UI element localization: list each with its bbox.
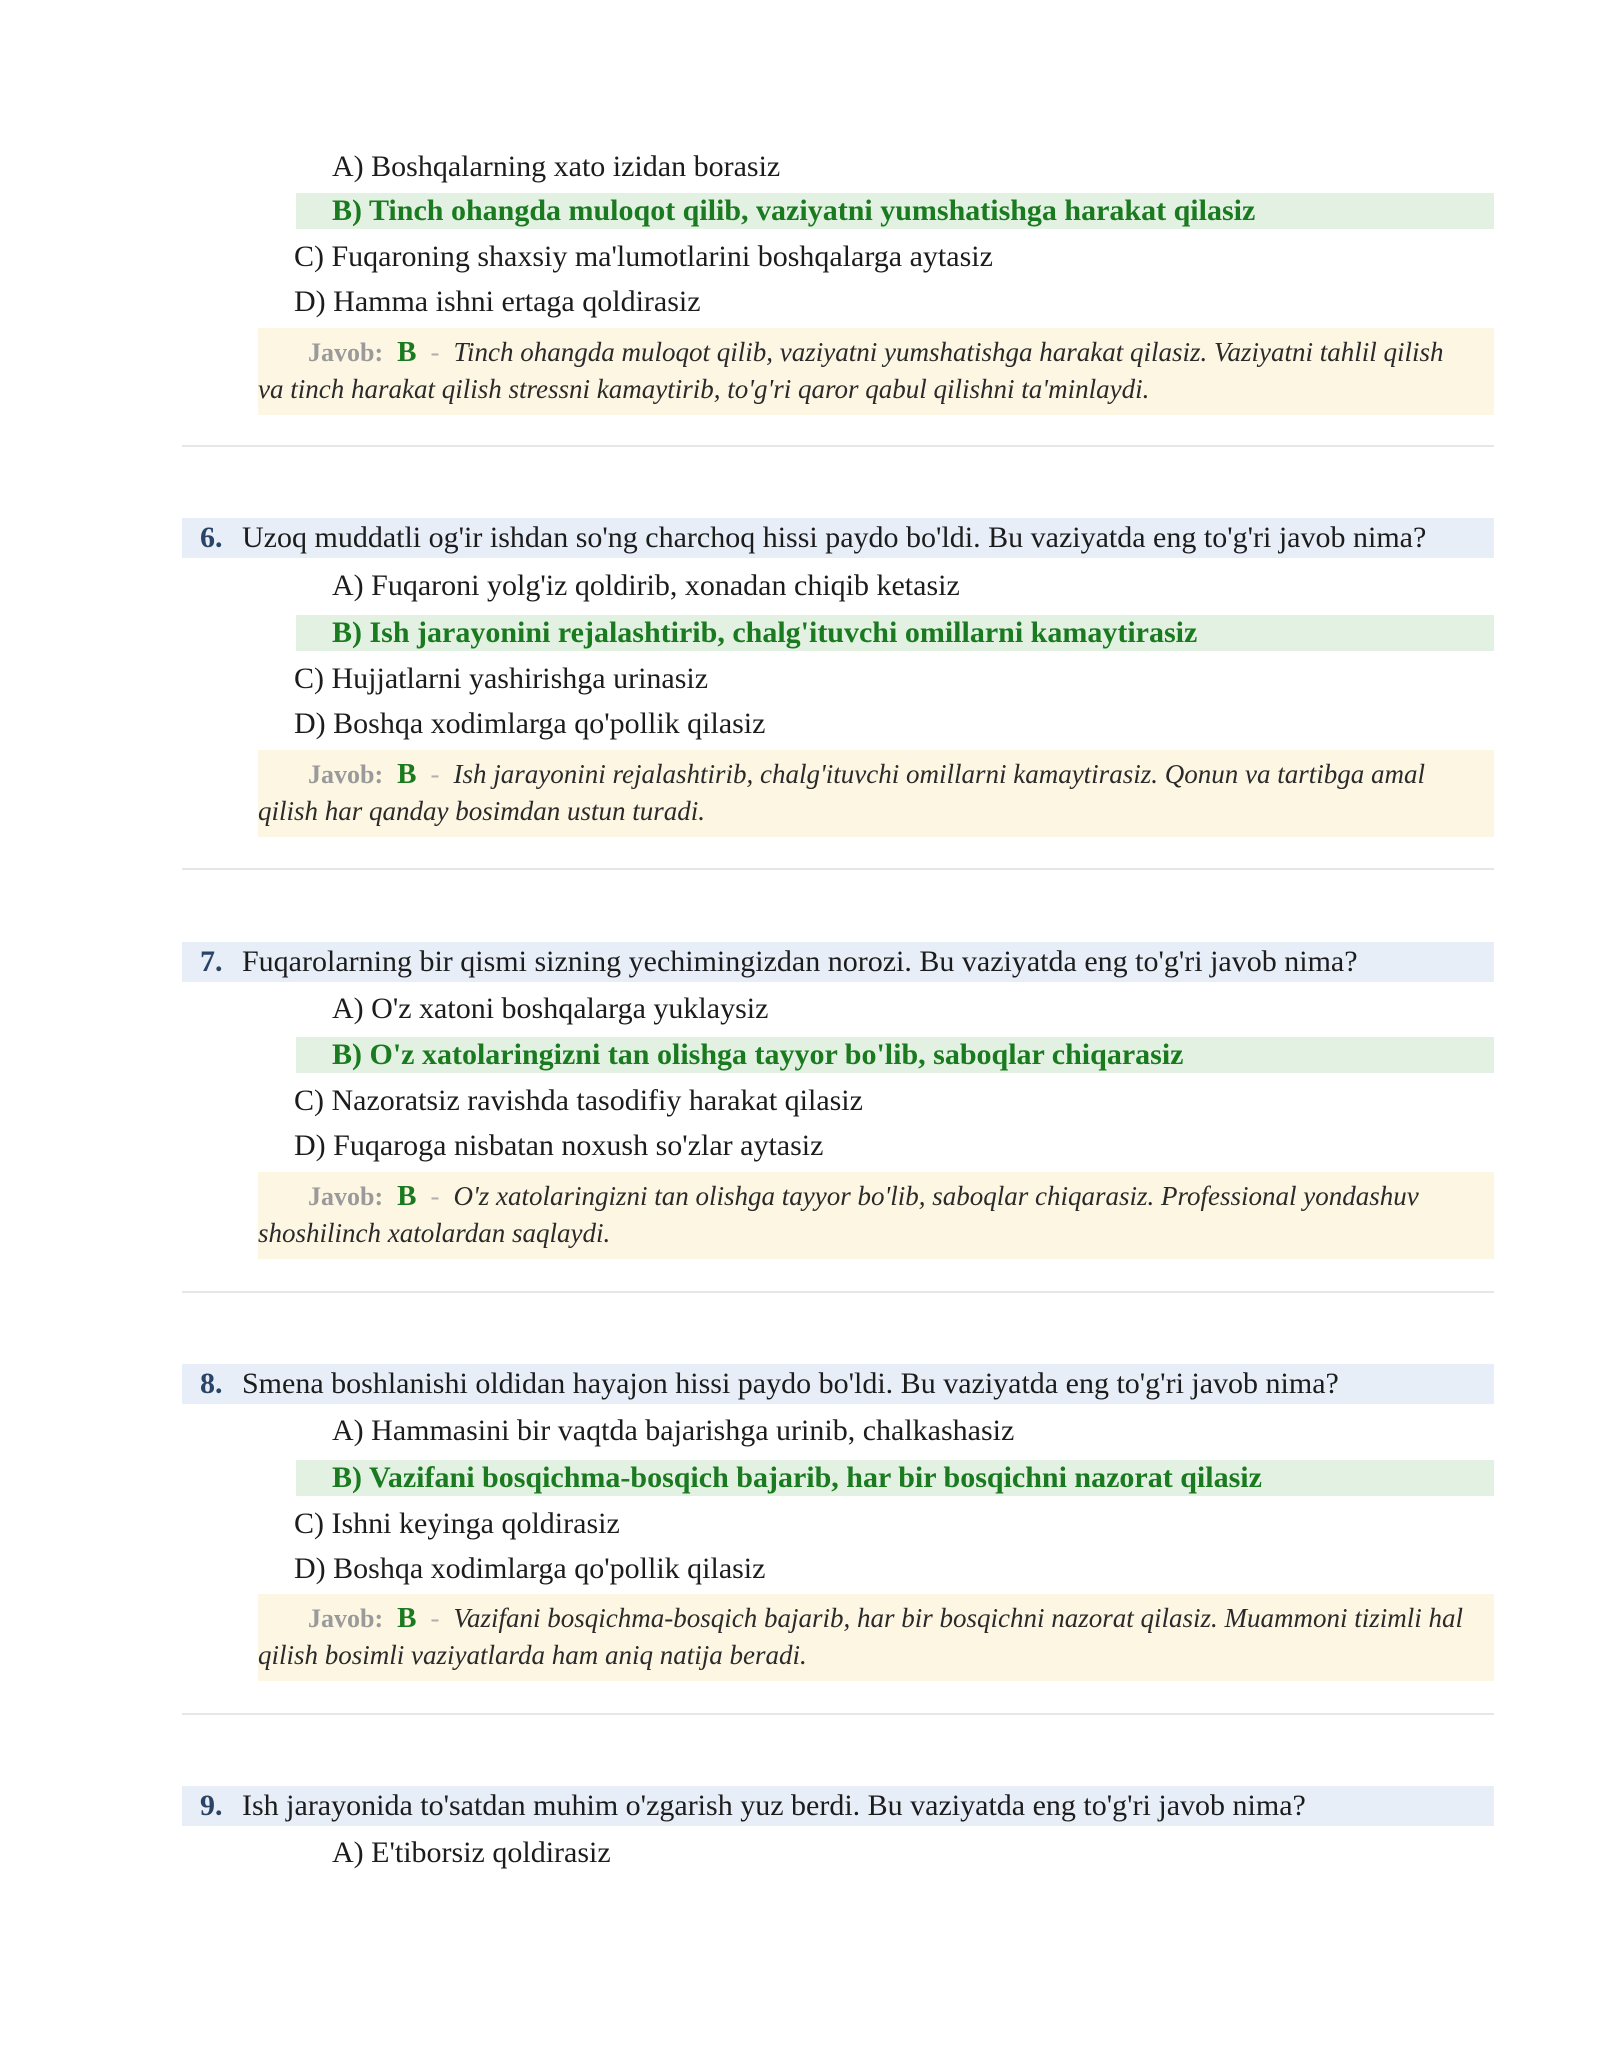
question-text: Ish jarayonida to'satdan muhim o'zgarish yuz berdi. Bu vaziyatda eng to'g'ri javob nima?: [242, 1789, 1306, 1822]
question-text: Smena boshlanishi oldidan hayajon hissi paydo bo'ldi. Bu vaziyatda eng to'g'ri javob nima?: [242, 1367, 1339, 1400]
answer-dash: -: [430, 337, 440, 367]
separator: [182, 1291, 1494, 1293]
answer-box: [258, 1594, 1494, 1681]
option-a: A) E'tiborsiz qoldirasiz: [332, 1836, 611, 1869]
question-text: Fuqarolarning bir qismi sizning yechimingizdan norozi. Bu vaziyatda eng to'g'ri javob nima?: [242, 945, 1358, 978]
option-c: C) Hujjatlarni yashirishga urinasiz: [294, 662, 709, 695]
question-number: 9.: [200, 1789, 223, 1822]
option-b-correct: B) Ish jarayonini rejalashtirib, chalg'ituvchi omillarni kamaytirasiz: [296, 615, 1494, 651]
answer-letter: B: [397, 1180, 417, 1212]
option-a: A) Fuqaroni yolg'iz qoldirib, xonadan chiqib ketasiz: [332, 569, 960, 602]
answer-text: O'z xatolaringizni tan olishga tayyor bo'lib, saboqlar chiqarasiz. Professional yondashuv shoshilinch xatolardan saqlaydi.: [258, 1181, 1419, 1248]
answer-letter: B: [397, 1602, 417, 1634]
answer-letter: B: [397, 758, 417, 790]
option-a: A) Hammasini bir vaqtda bajarishga urinib, chalkashasiz: [332, 1414, 1015, 1447]
question-number: 8.: [200, 1367, 223, 1400]
answer-dash: -: [430, 1603, 440, 1633]
option-c: C) Ishni keyinga qoldirasiz: [294, 1507, 620, 1540]
answer-label: Javob:: [308, 338, 384, 367]
option-b-correct: B) O'z xatolaringizni tan olishga tayyor bo'lib, saboqlar chiqarasiz: [296, 1037, 1494, 1073]
answer-dash: -: [430, 759, 440, 789]
question-6: [182, 518, 1494, 558]
option-d: D) Boshqa xodimlarga qo'pollik qilasiz: [294, 1552, 766, 1585]
option-c: C) Fuqaroning shaxsiy ma'lumotlarini boshqalarga aytasiz: [294, 240, 993, 273]
answer-letter: B: [397, 336, 417, 368]
option-c: C) Nazoratsiz ravishda tasodifiy harakat qilasiz: [294, 1084, 863, 1117]
answer-label: Javob:: [308, 1182, 384, 1211]
separator: [182, 1713, 1494, 1715]
option-a: A) Boshqalarning xato izidan borasiz: [332, 150, 781, 183]
separator: [182, 445, 1494, 447]
option-b-correct: B) Vazifani bosqichma-bosqich bajarib, har bir bosqichni nazorat qilasiz: [296, 1460, 1494, 1496]
option-b-correct: B) Tinch ohangda muloqot qilib, vaziyatni yumshatishga harakat qilasiz: [296, 193, 1494, 229]
question-text: Uzoq muddatli og'ir ishdan so'ng charchoq hissi paydo bo'ldi. Bu vaziyatda eng to'g'ri javob nima?: [242, 521, 1427, 554]
option-d: D) Fuqaroga nisbatan noxush so'zlar aytasiz: [294, 1129, 824, 1162]
option-d: D) Boshqa xodimlarga qo'pollik qilasiz: [294, 707, 766, 740]
answer-text: Vazifani bosqichma-bosqich bajarib, har bir bosqichni nazorat qilasiz. Muammoni tizimli hal qilish bosimli vaziyatlarda ham aniq natija beradi.: [258, 1603, 1464, 1670]
answer-label: Javob:: [308, 760, 384, 789]
question-7: [182, 942, 1494, 982]
separator: [182, 868, 1494, 870]
answer-label: Javob:: [308, 1604, 384, 1633]
answer-box: [258, 1172, 1494, 1259]
answer-box: [258, 750, 1494, 837]
answer-text: Ish jarayonini rejalashtirib, chalg'ituvchi omillarni kamaytirasiz. Qonun va tartibga amal qilish har qanday bosimdan ustun turadi.: [258, 759, 1425, 826]
answer-dash: -: [430, 1181, 440, 1211]
option-d: D) Hamma ishni ertaga qoldirasiz: [294, 285, 701, 318]
question-9: [182, 1786, 1494, 1826]
answer-box: [258, 328, 1494, 415]
option-a: A) O'z xatoni boshqalarga yuklaysiz: [332, 992, 769, 1025]
question-number: 7.: [200, 945, 223, 978]
question-number: 6.: [200, 521, 223, 554]
answer-text: Tinch ohangda muloqot qilib, vaziyatni yumshatishga harakat qilasiz. Vaziyatni tahlil qilish va tinch harakat qilish stressni kamaytirib, to'g'ri qaror qabul qilishni ta'minlaydi.: [258, 337, 1444, 404]
question-8: [182, 1364, 1494, 1404]
